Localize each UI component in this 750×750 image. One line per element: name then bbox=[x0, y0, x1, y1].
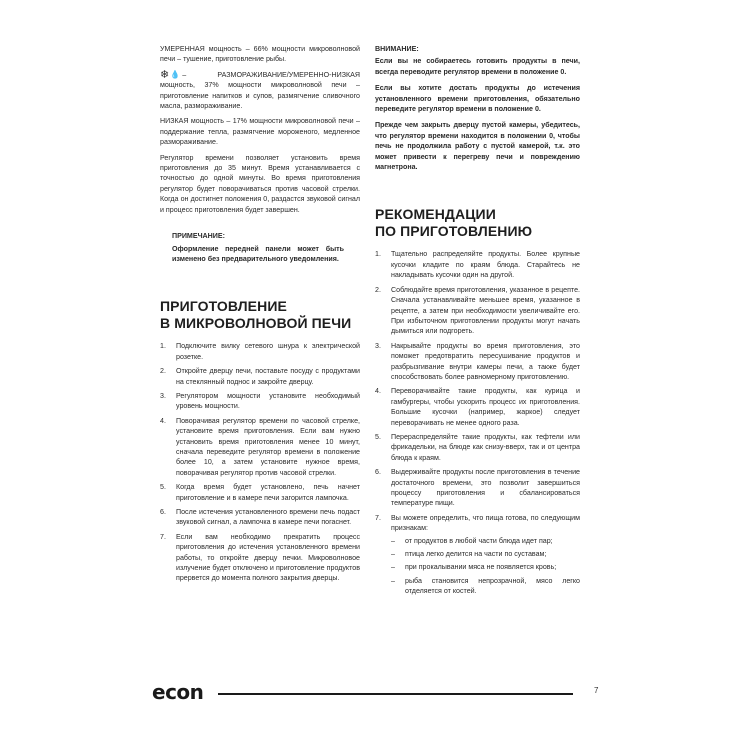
list-item bbox=[391, 536, 580, 546]
rec-number: 4. bbox=[375, 387, 381, 396]
rec-text: Соблюдайте время приготовления, указанное в рецепте. Сначала устанавливайте меньшее время, указанное в рецепте, а затем при необходимости увеличивайте его. При избыточном приготовлении продукты могут начать дымиться или подгореть. bbox=[391, 285, 580, 336]
step-number: 2. bbox=[160, 367, 166, 376]
footer-divider bbox=[218, 693, 573, 695]
list-item bbox=[375, 341, 580, 383]
list-item bbox=[375, 249, 580, 280]
rec-text: Накрывайте продукты во время приготовления, это поможет предотвратить пересушивание продуктов и разбрызгивание внутри камеры печи, а также будет способствовать более равномерному приготовлению. bbox=[391, 341, 580, 381]
step-number: 6. bbox=[160, 508, 166, 516]
readiness-signs bbox=[391, 536, 580, 597]
rec-text: Переворачивайте такие продукты, как курица и гамбургеры, чтобы ускорить процесс их приготовления. Большие кусочки (например, жаркое) следует переворачивать не менее одного раза. bbox=[391, 387, 580, 427]
list-item bbox=[160, 482, 360, 503]
warning-title: ВНИМАНИЕ: bbox=[375, 45, 419, 53]
rec-number: 1. bbox=[375, 250, 381, 259]
list-item bbox=[375, 513, 580, 600]
defrost-paragraph bbox=[160, 70, 360, 112]
list-item bbox=[160, 391, 360, 412]
rec-text: Выдерживайте продукты после приготовления в течение достаточного времени, это позволит завершиться процессу приготовления и сбалансироваться температуре пищи. bbox=[391, 468, 580, 508]
step-number: 3. bbox=[160, 391, 166, 400]
defrost-text: – РАЗМОРАЖИВАНИЕ/УМЕРЕННО-НИЗКАЯ мощность, 37% мощности микроволновой печи – приготовление напитков и супов, размягчение сливочного масла, размораживание. bbox=[160, 70, 360, 111]
list-item bbox=[375, 386, 580, 428]
list-item bbox=[391, 562, 580, 572]
rec-text bbox=[391, 513, 580, 600]
low-power-text: НИЗКАЯ мощность – 17% мощности микроволновой печи – поддержание тепла, размягчение мороженого, медленное размораживание. bbox=[160, 117, 360, 147]
list-item bbox=[160, 341, 360, 362]
list-item bbox=[375, 467, 580, 509]
note-title: ПРИМЕЧАНИЕ: bbox=[172, 232, 225, 241]
snowflake-icon: ❄ bbox=[160, 68, 170, 81]
recommendations-heading-line1: РЕКОМЕНДАЦИИ bbox=[375, 206, 496, 223]
sign-text: рыба становится непрозрачной, мясо легко отделяется от костей. bbox=[405, 576, 580, 596]
cooking-heading bbox=[160, 298, 360, 331]
warning-text: Если вы не собираетесь готовить продукты в печи, всегда переводите регулятор времени в положение 0. bbox=[375, 57, 580, 76]
step-text: Подключите вилку сетевого шнура к электрической розетке. bbox=[176, 342, 360, 361]
rec-number: 5. bbox=[375, 432, 381, 441]
list-item bbox=[375, 432, 580, 463]
step-number: 4. bbox=[160, 416, 166, 425]
rec-text-intro: Вы можете определить, что пища готова, по следующим признакам: bbox=[391, 513, 580, 533]
note-box bbox=[172, 231, 344, 264]
step-text: Регулятором мощности установите необходимый уровень мощности. bbox=[176, 391, 360, 411]
recommendations-heading bbox=[375, 206, 580, 239]
cooking-heading-line2: В МИКРОВОЛНОВОЙ ПЕЧИ bbox=[160, 314, 352, 331]
warning-text: Если вы хотите достать продукты до истечения установленного времени приготовления, обязательно переведите регулятор времени в положение 0. bbox=[375, 84, 580, 114]
list-item bbox=[375, 285, 580, 337]
list-item bbox=[391, 576, 580, 597]
warning-text: Прежде чем закрыть дверцу пустой камеры, убедитесь, что регулятор времени находится в положении 0, чтобы печь не продолжила работу с пустой камерой, т.к. это может привести к перегреву печи и повреждению магнетрона. bbox=[375, 121, 580, 172]
rec-text: Перераспределяйте такие продукты, как тефтели или фрикадельки, на блюде как снизу-вверх, так и от центра блюда к краям. bbox=[391, 432, 580, 462]
list-item bbox=[160, 416, 360, 478]
list-item bbox=[160, 532, 360, 584]
right-column bbox=[375, 44, 580, 604]
step-text: Если вам необходимо прекратить процесс приготовления до истечения установленного времени работы, то откройте дверцу печки. Микроволновое излучение будет отключено и приготовление продуктов прервется до момента полного закрытия дверцы. bbox=[176, 532, 360, 583]
timer-text: Регулятор времени позволяет установить время приготовления до 35 минут. Время устанавливается с точностью до одной минуты. Во время приготовления регулятор будет поворачиваться против часовой стрелки. Когда он достигнет положения 0, раздастся звуковой сигнал и процесс приготовления будет завершен. bbox=[160, 153, 360, 214]
list-item bbox=[160, 507, 360, 528]
step-number: 5. bbox=[160, 483, 166, 492]
rec-number: 6. bbox=[375, 468, 381, 477]
dash-bullet: – bbox=[391, 563, 395, 572]
cooking-steps bbox=[160, 341, 360, 584]
step-number: 1. bbox=[160, 342, 166, 351]
rec-text: Тщательно распределяйте продукты. Более крупные кусочки кладите по краям блюда. Старайтесь не накладывать кусочки один на другой. bbox=[391, 250, 580, 280]
step-text: Когда время будет установлено, печь начнет приготовление и в камере печи загорится лампочка. bbox=[176, 483, 360, 502]
moderate-power-text: УМЕРЕННАЯ мощность – 66% мощности микроволновой печи – тушение, приготовление рыбы. bbox=[160, 45, 360, 64]
left-column bbox=[160, 44, 360, 588]
list-item bbox=[391, 549, 580, 559]
rec-number: 3. bbox=[375, 341, 381, 350]
rec-number: 7. bbox=[375, 513, 381, 522]
page-number: 7 bbox=[594, 686, 599, 695]
recommendations-list bbox=[375, 249, 580, 599]
list-item bbox=[160, 366, 360, 387]
sign-text: от продуктов в любой части блюда идет пар; bbox=[405, 536, 553, 545]
econ-logo: econ bbox=[152, 680, 204, 704]
rec-number: 2. bbox=[375, 285, 381, 294]
cooking-heading-line1: ПРИГОТОВЛЕНИЕ bbox=[160, 298, 287, 315]
sign-text: при прокалывании мяса не появляется кровь; bbox=[405, 563, 557, 572]
note-text: Оформление передней панели может быть изменено без предварительного уведомления. bbox=[172, 244, 344, 263]
recommendations-heading-line2: ПО ПРИГОТОВЛЕНИЮ bbox=[375, 222, 533, 239]
dash-bullet: – bbox=[391, 550, 395, 559]
dash-bullet: – bbox=[391, 576, 395, 585]
sign-text: птица легко делится на части по суставам; bbox=[405, 550, 547, 559]
step-text: Поворачивая регулятор времени по часовой стрелке, установите время приготовления. Если вам нужно установить время приготовления менее 10 минут, сначала переведите регулятор времени в положение более 10, а затем установите нужное время, поворачивая регулятор против часовой стрелки. bbox=[176, 416, 360, 477]
dash-bullet: – bbox=[391, 536, 395, 545]
step-text: Откройте дверцу печи, поставьте посуду с продуктами на стеклянный поднос и закройте дверцу. bbox=[176, 367, 360, 386]
droplet-icon: 💧 bbox=[170, 69, 181, 79]
step-text: После истечения установленного времени печь подаст звуковой сигнал, а лампочка в камере печи погаснет. bbox=[176, 508, 360, 527]
step-number: 7. bbox=[160, 532, 166, 541]
